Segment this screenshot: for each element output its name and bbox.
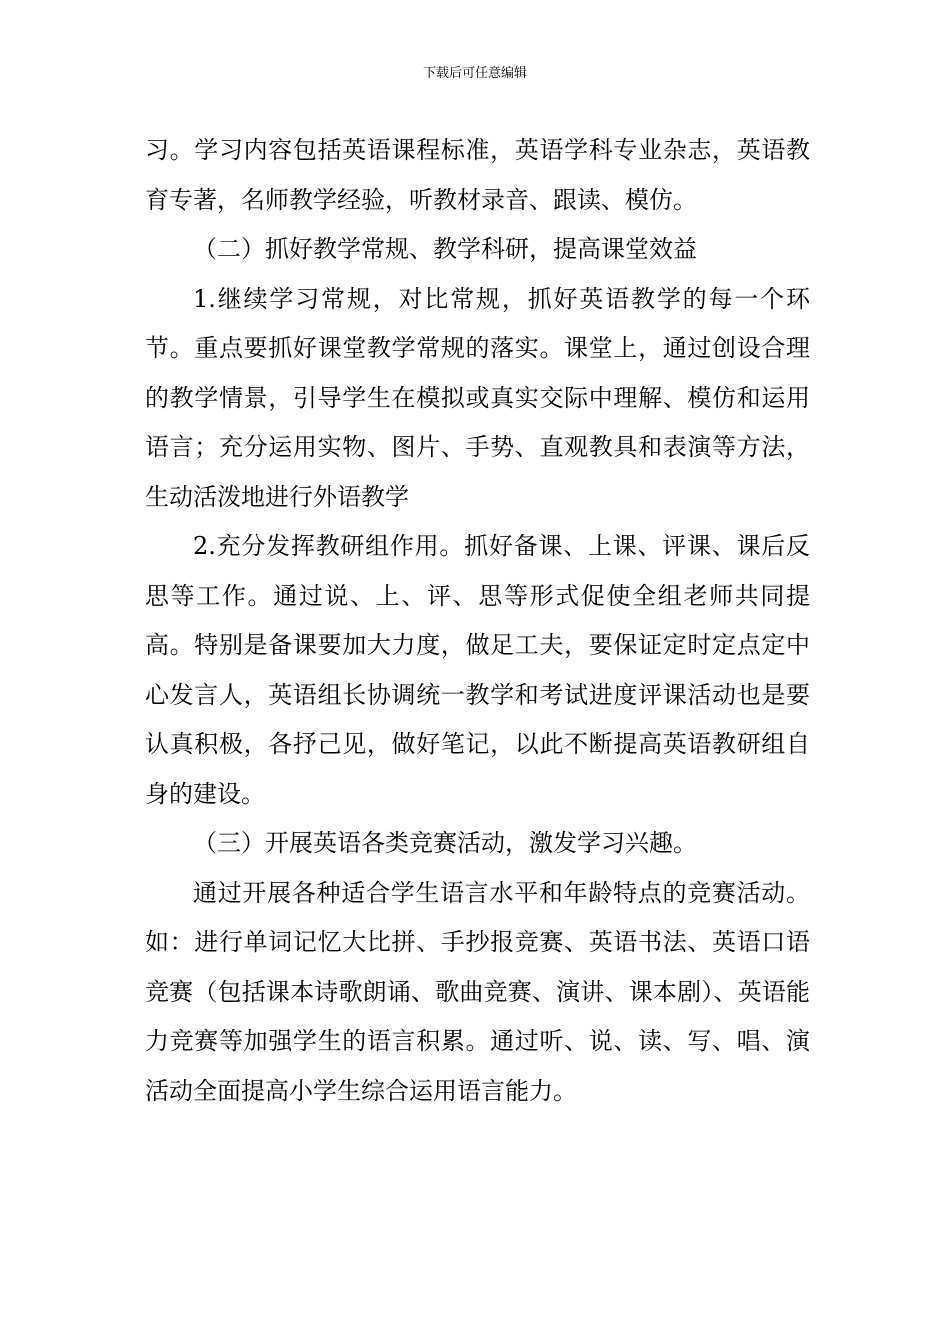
page-header: 下载后可任意编辑 [422,66,527,81]
section-heading-2: （二）抓好教学常规、教学科研，提高课堂效益 [193,235,697,263]
paragraph-continuation: 习。学习内容包括英语课程标准，英语学科专业杂志，英语教育专著，名师教学经验，听教材录音、跟读、模仿。 [145,136,810,214]
section-heading-3: （三）开展英语各类竞赛活动，激发学习兴趣。 [193,829,697,857]
paragraph-item-1: 1.继续学习常规，对比常规，抓好英语教学的每一个环节。重点要抓好课堂教学常规的落实。课堂上，通过创设合理的教学情景，引导学生在模拟或真实交际中理解、模仿和运用语言；充分运用实物、图片、手势、直观教具和表演等方法，生动活泼地进行外语教学 [145,284,810,511]
paragraph-competition: 通过开展各种适合学生语言水平和年龄特点的竞赛活动。如：进行单词记忆大比拼、手抄报竞赛、英语书法、英语口语竞赛（包括课本诗歌朗诵、歌曲竞赛、演讲、课本剧）、英语能力竞赛等加强学生的语言积累。通过听、说、读、写、唱、演活动全面提高小学生综合运用语言能力。 [145,878,810,1105]
paragraph-item-2: 2.充分发挥教研组作用。抓好备课、上课、评课、课后反思等工作。通过说、上、评、思等形式促使全组老师共同提高。特别是备课要加大力度，做足工夫，要保证定时定点定中心发言人，英语组长协调统一教学和考试进度评课活动也是要认真积极，各抒己见，做好笔记，以此不断提高英语教研组自身的建设。 [145,532,810,808]
document-body [145,126,810,1116]
